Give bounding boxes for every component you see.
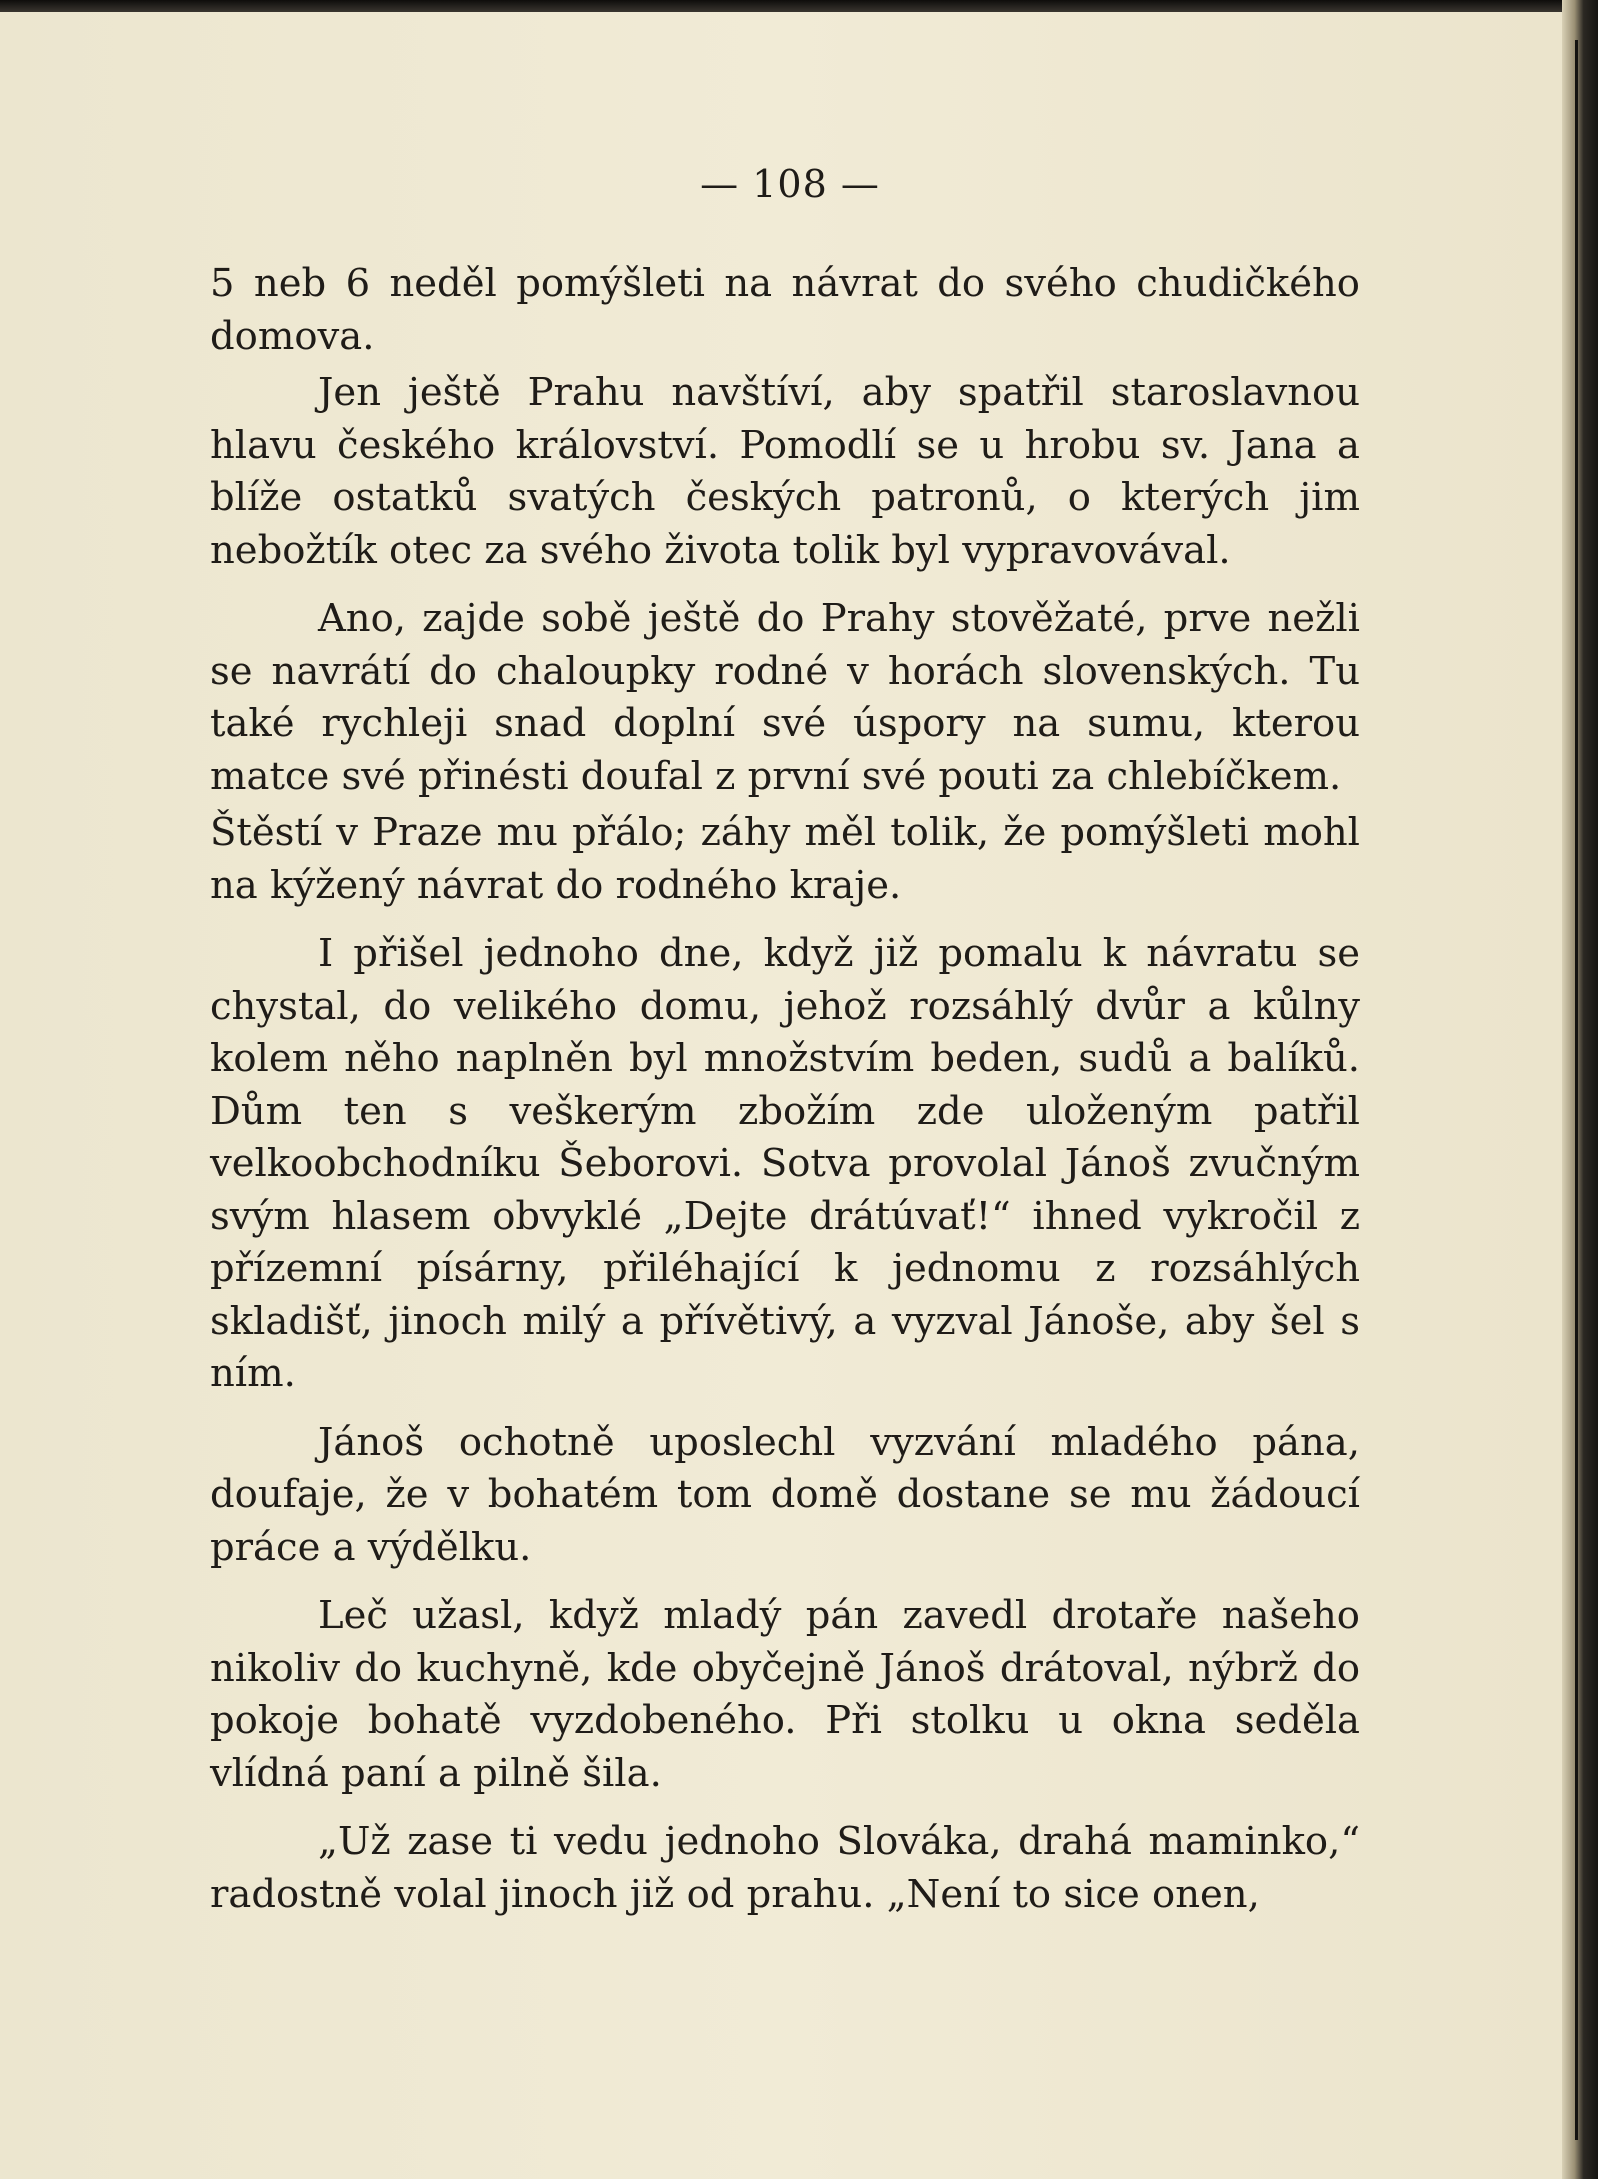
- paragraph-2: Jen ještě Prahu navštíví, aby spatřil staroslavnou hlavu českého království. Pomodlí se u hrobu sv. Jana a blíže ostatků svatých českých patronů, o kterých jim nebožtík otec za svého života tolik byl vypravovával.: [210, 370, 1360, 573]
- binding-shadow-line: [1575, 40, 1578, 2140]
- paragraph-3: Ano, zajde sobě ještě do Prahy stověžaté, prve nežli se navrátí do chaloupky rodné v horách slovenských. Tu také rychleji snad doplní své úspory na sumu, kterou matce své přinésti doufal z první své pouti za chlebíčkem.: [210, 596, 1360, 799]
- scan-top-edge: [0, 0, 1598, 12]
- paragraph-1: 5 neb 6 neděl pomýšleti na návrat do svého chudičkého domova.: [210, 261, 1360, 359]
- paragraph-5: I přišel jednoho dne, když již pomalu k návratu se chystal, do velikého domu, jehož rozsáhlý dvůr a kůlny kolem něho naplněn byl množstvím beden, sudů a balíků. Dům ten s veškerým zbožím zde uloženým patřil velkoobchodníku Šeborovi. Sotva provolal Jánoš zvučným svým hlasem obvyklé „Dejte drátúvať!“ ihned vykročil z přízemní písárny, přiléhající k jednomu z rozsáhlých skladišť, jinoch milý a přívětivý, a vyzval Jánoše, aby šel s ním.: [210, 931, 1360, 1396]
- page-number: — 108 —: [700, 162, 880, 206]
- body-text: [210, 258, 1360, 1937]
- paragraph-6: Jánoš ochotně uposlechl vyzvání mladého pána, doufaje, že v bohatém tom domě dostane se mu žádoucí práce a výdělku.: [210, 1419, 1360, 1570]
- paragraph-8: „Už zase ti vedu jednoho Slováka, drahá maminko,“ radostně volal jinoch již od prahu. „Není to sice onen,: [210, 1819, 1360, 1917]
- book-binding-edge: [1562, 0, 1598, 2179]
- paragraph-4: Štěstí v Praze mu přálo; záhy měl tolik, že pomýšleti mohl na kýžený návrat do rodného kraje.: [210, 810, 1360, 908]
- paragraph-7: Leč užasl, když mladý pán zavedl drotaře našeho nikoliv do kuchyně, kde obyčejně Jánoš drátoval, nýbrž do pokoje bohatě vyzdobeného. Při stolku u okna seděla vlídná paní a pilně šila.: [210, 1593, 1360, 1796]
